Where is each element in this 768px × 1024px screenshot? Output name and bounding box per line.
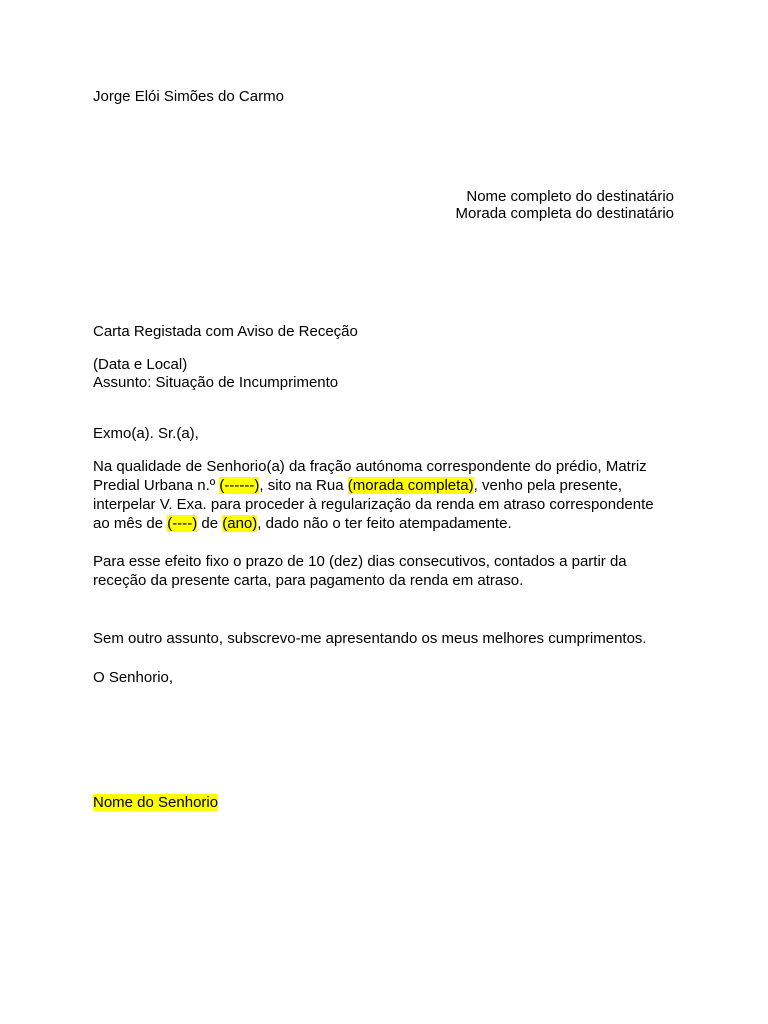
- paragraph2-line2: receção da presente carta, para pagamento da renda em atraso.: [93, 572, 524, 589]
- paragraph1-line4-text-c: , dado não o ter feito atempadamente.: [257, 515, 512, 532]
- paragraph1-line2-text-c: , venho pela presente,: [473, 477, 623, 494]
- delivery-note: Carta Registada com Aviso de Receção: [93, 323, 358, 340]
- year-placeholder: (ano): [222, 515, 258, 532]
- matrix-number-placeholder: (------): [219, 477, 260, 494]
- signature-name-placeholder: Nome do Senhorio: [93, 794, 219, 811]
- paragraph2-line1: Para esse efeito fixo o prazo de 10 (dez) dias consecutivos, contados a partir da: [93, 553, 627, 570]
- recipient-address: Morada completa do destinatário: [455, 205, 674, 222]
- month-placeholder: (----): [167, 515, 198, 532]
- date-place: (Data e Local): [93, 356, 188, 373]
- paragraph1-line2: [93, 476, 622, 495]
- paragraph1-line4-text-a: ao mês de: [93, 515, 168, 532]
- paragraph1-line4-text-b: de: [197, 515, 223, 532]
- address-placeholder: (morada completa): [347, 477, 474, 494]
- paragraph1-line4: [93, 514, 512, 533]
- closing-line: Sem outro assunto, subscrevo-me apresentando os meus melhores cumprimentos.: [93, 630, 647, 647]
- signature-label: O Senhorio,: [93, 669, 174, 686]
- subject-line: Assunto: Situação de Incumprimento: [93, 374, 339, 391]
- paragraph1-line2-text-a: Predial Urbana n.º: [93, 477, 220, 494]
- signature-name: [93, 793, 218, 812]
- recipient-name: Nome completo do destinatário: [466, 188, 674, 205]
- paragraph1-line2-text-b: , sito na Rua: [259, 477, 348, 494]
- paragraph1-line1: Na qualidade de Senhorio(a) da fração autónoma correspondente do prédio, Matriz: [93, 458, 647, 475]
- salutation: Exmo(a). Sr.(a),: [93, 425, 199, 442]
- paragraph1-line3: interpelar V. Exa. para proceder à regularização da renda em atraso correspondente: [93, 496, 654, 513]
- sender-name: Jorge Elói Simões do Carmo: [93, 88, 284, 105]
